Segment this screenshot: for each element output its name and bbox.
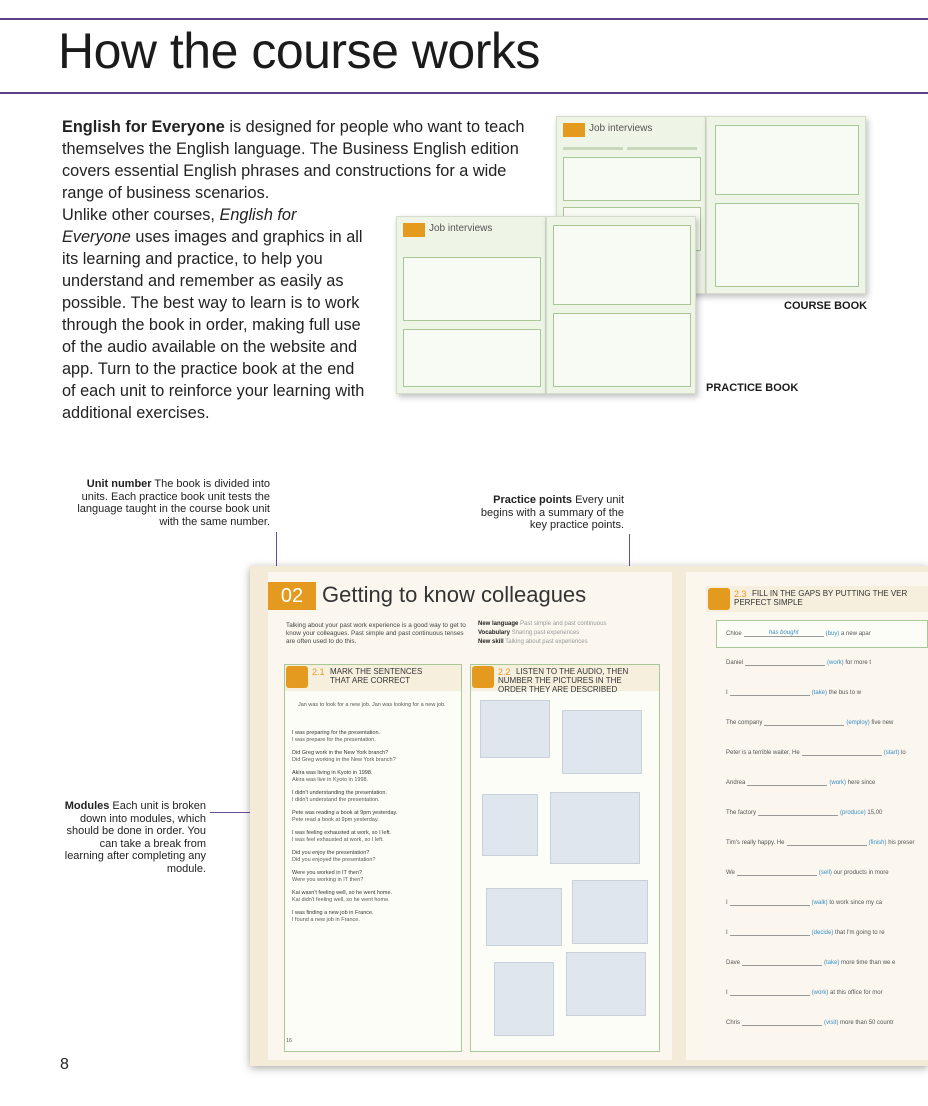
module-title: FILL IN THE GAPS BY PUTTING THE VER PERFECT SIMPLE — [734, 589, 908, 607]
window-picture — [494, 962, 554, 1036]
practice-point: New language Past simple and past continuous — [478, 621, 607, 627]
title-rule — [0, 92, 928, 94]
unit-number-callout — [62, 478, 270, 528]
list-item: Were you worked in IT then? Were you working in IT then? — [292, 870, 364, 883]
module-2-1-items — [292, 730, 452, 930]
intro-p1-text: is designed for people who want to teach themselves the English language. The Business English edition covers essential English phrases and constructions for a wide range of business scenarios. — [62, 118, 525, 202]
table-row: Chris (visit) more than 50 countr — [726, 1020, 894, 1026]
table-row: Andrea (work) here since — [726, 780, 876, 786]
modules-callout — [62, 800, 206, 875]
callout-title: Modules — [64, 800, 110, 812]
intro-paragraph-2 — [62, 204, 367, 424]
module-title: MARK THE SENTENCES THAT ARE CORRECT — [330, 667, 423, 685]
callout-text: Each unit is broken down into modules, which should be done in order. You can take a break from learning after completing any module. — [64, 800, 206, 875]
table-row: Peter is a terrible waiter. He (start) lo — [726, 750, 906, 756]
hotel-picture — [566, 952, 646, 1016]
unit-intro: Talking about your past work experience is a good way to get to know your colleagues. Past simple and past continuous tenses are often used to do this. — [286, 622, 466, 645]
meeting-picture — [486, 888, 562, 946]
building-picture — [562, 710, 642, 774]
table-row: The company (employ) five new — [726, 720, 894, 726]
table-row: Daniel (work) for more t — [726, 660, 872, 666]
example-line: Jan was looking for a new job. — [372, 702, 446, 708]
module-2-1-example — [298, 702, 448, 709]
list-item: Did you enjoy the presentation? Did you enjoyed the presentation? — [292, 850, 376, 863]
practice-mini-title: Job interviews — [429, 223, 493, 234]
restaurant-picture — [480, 700, 550, 758]
practice-points — [478, 620, 606, 647]
brand-italic: English for Everyone — [62, 206, 297, 246]
table-row: Dave (take) more time than we e — [726, 960, 896, 966]
list-item: Akira was living in Kyoto in 1998. Akira was live in Kyoto in 1998. — [292, 770, 373, 783]
practice-points-callout — [470, 494, 624, 532]
table-row: Tim's really happy. He (finish) his preser — [726, 840, 915, 846]
table-row: I (walk) to work since my ca — [726, 900, 883, 906]
course-book-right-page — [706, 116, 866, 294]
practice-unit-badge — [403, 223, 425, 237]
unit-title: Getting to know colleagues — [322, 582, 587, 607]
unit-number-badge: 02 — [268, 582, 316, 610]
callout-title: Unit number — [86, 478, 152, 490]
list-item: I was feeling exhausted at work, so I left. I was feel exhausted at work, so I left. — [292, 830, 392, 843]
course-book-label: COURSE BOOK — [784, 300, 868, 312]
list-item: I was preparing for the presentation. I was prepare for the presentation. — [292, 730, 381, 743]
intro-p2-start: Unlike other courses, — [62, 206, 220, 224]
headphones-icon — [472, 666, 494, 688]
table-row: I (work) at this office for mor — [726, 990, 883, 996]
page-title: How the course works — [58, 23, 540, 79]
practice-point: Vocabulary Sharing past experiences — [478, 630, 580, 636]
module-number: 2.1 — [312, 667, 325, 677]
office-picture — [482, 794, 538, 856]
example-line: Jan was to look for a new job. — [298, 702, 371, 708]
puzzle-icon — [708, 588, 730, 610]
list-item: Did Greg work in the New York branch? Did Greg working in the New York branch? — [292, 750, 396, 763]
folio: 16 — [286, 1038, 293, 1044]
street-picture — [550, 792, 640, 864]
practice-book-left-page — [396, 216, 546, 394]
intro-p2-text: uses images and graphics in all its learning and practice, to help you understand and remember as easily as possible. The best way to learn is to work through the book in order, making full use of the audio available on the website and app. Turn to the practice book at the end of each unit to reinforce your learning with additional exercises. — [62, 228, 365, 422]
table-row: I (take) the bus to w — [726, 690, 862, 696]
puzzle-icon — [286, 666, 308, 688]
module-number: 2.3 — [734, 589, 747, 599]
practice-point: New skill Talking about past experiences — [478, 639, 588, 645]
list-item: Kai wasn't feeling well, so he went home. Kai didn't feeling well, so he went home. — [292, 890, 393, 903]
top-rule — [0, 18, 928, 20]
example-row: Chloe has bought (buy) a new apar — [726, 630, 871, 637]
brand-name: English for Everyone — [62, 118, 225, 136]
callout-text: The book is divided into units. Each practice book unit tests the language taught in the course book unit with the same number. — [77, 478, 270, 528]
arch-picture — [572, 880, 648, 944]
module-title: LISTEN TO THE AUDIO, THEN NUMBER THE PICTURES IN THE ORDER THEY ARE DESCRIBED — [498, 667, 629, 694]
table-row: We (sell) our products in more — [726, 870, 889, 876]
intro-paragraph-1 — [62, 116, 537, 204]
course-mini-title: Job interviews — [589, 123, 653, 134]
list-item: I didn't understanding the presentation. I didn't understand the presentation. — [292, 790, 387, 803]
callout-text: Every unit begins with a summary of the key practice points. — [480, 494, 624, 531]
table-row: The factory (produce) 15,00 — [726, 810, 883, 816]
practice-book-right-page — [546, 216, 696, 394]
page-number: 8 — [60, 1056, 69, 1073]
callout-title: Practice points — [493, 494, 573, 506]
table-row: I (decide) that I'm going to re — [726, 930, 885, 936]
practice-book-label: PRACTICE BOOK — [706, 382, 799, 394]
list-item: Pete was reading a book at 9pm yesterday. Pete read a book at 9pm yesterday. — [292, 810, 398, 823]
module-number: 2.2 — [498, 667, 511, 677]
list-item: I was finding a new job in France. I found a new job in France. — [292, 910, 374, 923]
course-unit-badge — [563, 123, 585, 137]
